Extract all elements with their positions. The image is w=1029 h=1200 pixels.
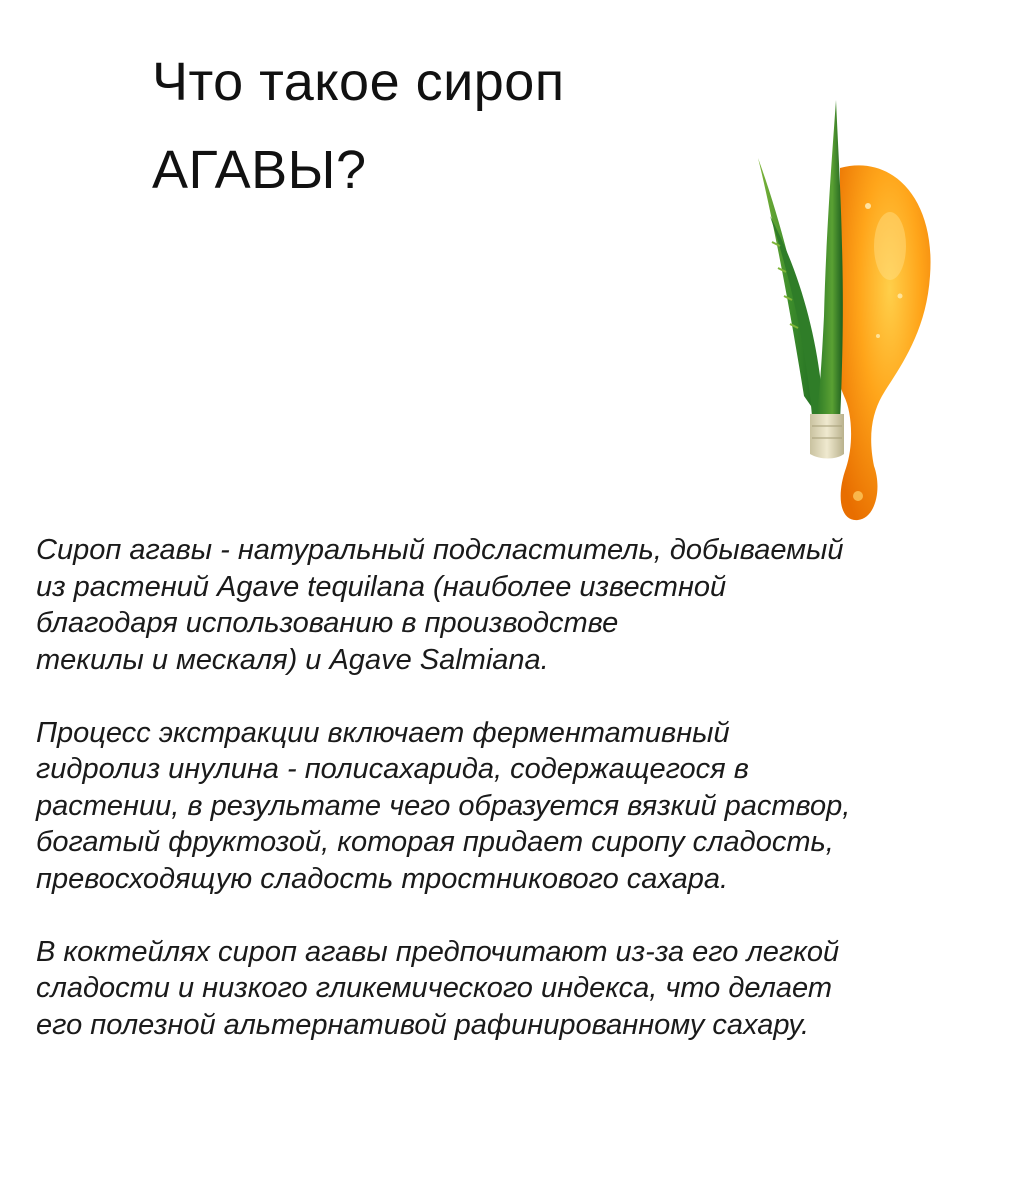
text-line: растении, в результате чего образуется вязкий раствор, (36, 789, 851, 822)
text-line: Процесс экстракции включает ферментативный (36, 716, 730, 749)
title-line-1: Что такое сироп (152, 52, 565, 112)
text-line: из растений Agave tequilana (наиболее известной (36, 570, 727, 603)
text-line: текилы и мескаля) и Agave Salmiana. (36, 643, 549, 676)
paragraph-extraction (36, 715, 1011, 898)
text-line: гидролиз инулина - полисахарида, содержащегося в (36, 753, 749, 785)
agave-syrup-illustration (740, 96, 950, 526)
text-line: богатый фруктозой, которая придает сиропу сладость, (36, 826, 834, 858)
title-line-2: АГАВЫ? (152, 140, 367, 200)
page-title (152, 38, 752, 214)
text-line: сладости и низкого гликемического индекса, что делает (36, 972, 832, 1004)
text-line: его полезной альтернативой рафинированному сахару. (36, 1008, 810, 1041)
text-line: благодаря использованию в производстве (36, 607, 619, 639)
article-body (36, 532, 1011, 1043)
paragraph-cocktails (36, 934, 1011, 1044)
agave-leaf-icon (758, 100, 844, 459)
text-line: Сироп агавы - натуральный подсластитель, добываемый (36, 534, 844, 566)
syrup-drop-icon (840, 165, 931, 520)
text-line: превосходящую сладость тростникового сахара. (36, 862, 729, 895)
text-line: В коктейлях сироп агавы предпочитают из-за его легкой (36, 935, 840, 968)
paragraph-definition (36, 532, 1011, 678)
